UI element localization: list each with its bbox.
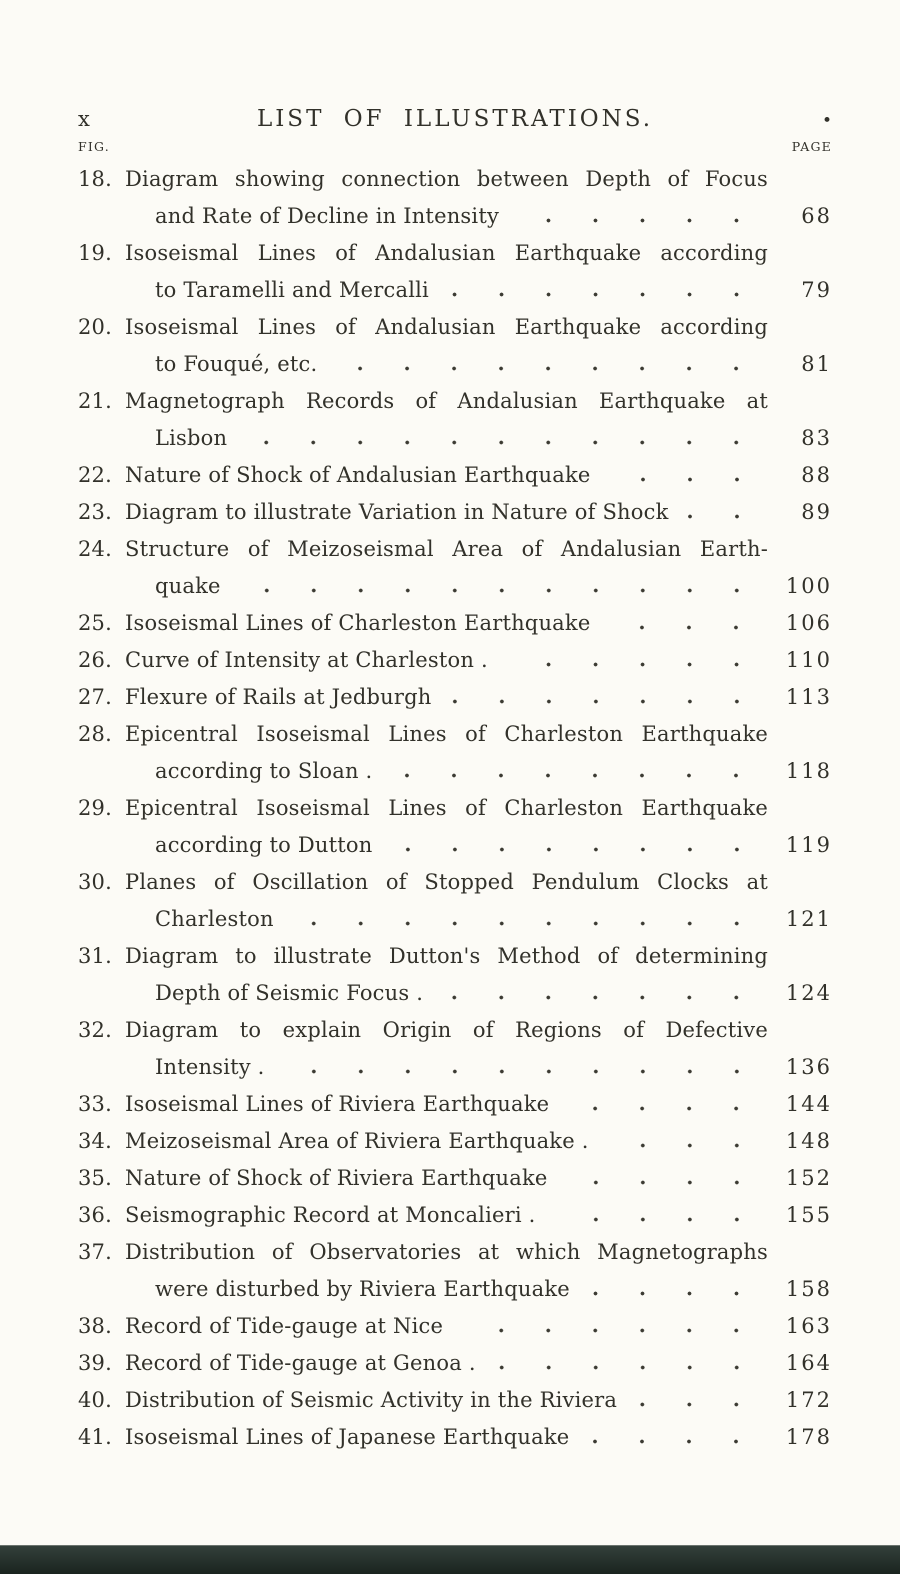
dot-leader xyxy=(439,995,760,1000)
page-number: 79 xyxy=(801,278,832,302)
dot-leader xyxy=(492,1365,760,1370)
entry-title: Magnetograph Records of Andalusian Earthquake at xyxy=(125,389,768,413)
figure-number: 18. xyxy=(78,167,112,191)
figure-number: 35. xyxy=(78,1166,112,1190)
entry-first-line xyxy=(78,494,832,531)
illustration-entry xyxy=(78,1197,832,1234)
entry-title-continued: to Fouqué, etc. xyxy=(155,352,318,376)
entry-title: Epicentral Isoseismal Lines of Charleston Earthquake xyxy=(125,796,768,820)
entry-first-line xyxy=(78,161,832,198)
page-number: 155 xyxy=(785,1203,832,1227)
page-number: 113 xyxy=(785,685,832,709)
entry-title: Distribution of Observatories at which Magnetographs xyxy=(125,1240,768,1264)
figure-number: 37. xyxy=(78,1240,112,1264)
entry-title: Isoseismal Lines of Charleston Earthquake xyxy=(125,611,591,635)
figure-number: 20. xyxy=(78,315,112,339)
figure-number: 38. xyxy=(78,1314,112,1338)
figure-number: 31. xyxy=(78,944,112,968)
illustration-entry xyxy=(78,494,832,531)
page-number: 121 xyxy=(785,907,832,931)
dot-leader xyxy=(448,699,760,704)
dot-leader xyxy=(552,1217,760,1222)
entry-title: Record of Tide-gauge at Nice xyxy=(125,1314,444,1338)
entry-first-line xyxy=(78,1382,832,1419)
entry-continuation-line xyxy=(78,198,832,235)
page-number: 106 xyxy=(785,611,832,635)
page-number: 144 xyxy=(785,1092,832,1116)
page-number: 110 xyxy=(785,648,832,672)
page-number: 163 xyxy=(785,1314,832,1338)
entry-title: Flexure of Rails at Jedburgh xyxy=(125,685,432,709)
figure-number: 30. xyxy=(78,870,112,894)
dot-leader xyxy=(504,662,760,667)
entry-title-continued: according to Dutton xyxy=(155,833,373,857)
figure-number: 25. xyxy=(78,611,112,635)
dot-leader xyxy=(607,477,761,482)
page-number: 89 xyxy=(801,500,832,524)
entry-title-continued: Intensity . xyxy=(155,1055,265,1079)
entry-first-line xyxy=(78,1160,832,1197)
illustration-entry xyxy=(78,1086,832,1123)
page-number: 81 xyxy=(801,352,832,376)
illustration-entry xyxy=(78,605,832,642)
figure-number: 24. xyxy=(78,537,112,561)
illustration-entry xyxy=(78,161,832,235)
dot-leader xyxy=(237,588,760,593)
entry-title: Isoseismal Lines of Riviera Earthquake xyxy=(125,1092,550,1116)
entry-first-line xyxy=(78,457,832,494)
page-column-header: PAGE xyxy=(791,139,832,154)
dot-leader xyxy=(290,921,760,926)
figure-number: 23. xyxy=(78,500,112,524)
entry-first-line xyxy=(78,383,832,420)
entry-first-line xyxy=(78,938,832,975)
page-number: 136 xyxy=(785,1055,832,1079)
illustration-entry xyxy=(78,1308,832,1345)
entry-title: Nature of Shock of Andalusian Earthquake xyxy=(125,463,591,487)
entry-first-line xyxy=(78,790,832,827)
figure-number: 40. xyxy=(78,1388,112,1412)
figure-number: 21. xyxy=(78,389,112,413)
illustration-entry xyxy=(78,790,832,864)
entry-title-continued: quake xyxy=(155,574,221,598)
dot-leader xyxy=(459,1328,760,1333)
entry-first-line xyxy=(78,531,832,568)
illustration-entry xyxy=(78,1012,832,1086)
page-number: 172 xyxy=(785,1388,832,1412)
page-number: 119 xyxy=(785,833,832,857)
entry-first-line xyxy=(78,1419,832,1456)
page-number: 68 xyxy=(801,204,832,228)
figure-number: 34. xyxy=(78,1129,112,1153)
entry-continuation-line xyxy=(78,272,832,309)
page-number: 118 xyxy=(785,759,832,783)
scan-edge-bar xyxy=(0,1545,900,1574)
dot-leader xyxy=(281,1069,760,1074)
entry-continuation-line xyxy=(78,1049,832,1086)
figure-number: 36. xyxy=(78,1203,112,1227)
column-headers xyxy=(78,138,832,156)
dot-leader xyxy=(685,514,761,519)
entry-title-continued: Depth of Seismic Focus . xyxy=(155,981,424,1005)
page-number: 148 xyxy=(785,1129,832,1153)
dot-leader xyxy=(564,1180,760,1185)
entry-first-line xyxy=(78,605,832,642)
illustration-entry xyxy=(78,1123,832,1160)
fig-column-header: FIG. xyxy=(78,139,110,154)
entry-first-line xyxy=(78,864,832,901)
entry-continuation-line xyxy=(78,827,832,864)
entry-title-continued: to Taramelli and Mercalli xyxy=(155,278,429,302)
dot-leader xyxy=(565,1106,760,1111)
entry-title-continued: were disturbed by Riviera Earthquake xyxy=(155,1277,570,1301)
entry-first-line xyxy=(78,1345,832,1382)
entry-first-line xyxy=(78,642,832,679)
page-number: 178 xyxy=(785,1425,832,1449)
entry-first-line xyxy=(78,716,832,753)
entry-continuation-line xyxy=(78,1271,832,1308)
dot-leader xyxy=(633,1402,760,1407)
dot-leader xyxy=(515,218,760,223)
figure-number: 22. xyxy=(78,463,112,487)
entry-title: Isoseismal Lines of Andalusian Earthquake according xyxy=(125,241,768,265)
entry-first-line xyxy=(78,679,832,716)
entry-title: Isoseismal Lines of Andalusian Earthquake according xyxy=(125,315,768,339)
figure-number: 33. xyxy=(78,1092,112,1116)
page-header: x LIST OF ILLUSTRATIONS. • xyxy=(78,102,832,136)
page-title: LIST OF ILLUSTRATIONS. xyxy=(256,106,654,132)
entry-first-line xyxy=(78,1123,832,1160)
figure-number: 41. xyxy=(78,1425,112,1449)
illustration-entry xyxy=(78,642,832,679)
dot-leader xyxy=(333,366,760,371)
illustration-entry xyxy=(78,938,832,1012)
illustration-entry xyxy=(78,1382,832,1419)
entry-continuation-line xyxy=(78,901,832,938)
dot-leader xyxy=(445,292,760,297)
entry-continuation-line xyxy=(78,346,832,383)
entry-first-line xyxy=(78,1308,832,1345)
page-number: 83 xyxy=(801,426,832,450)
page-number: 158 xyxy=(785,1277,832,1301)
entry-title-continued: Charleston xyxy=(155,907,274,931)
list-of-illustrations xyxy=(78,161,832,1456)
dot-leader xyxy=(606,625,759,630)
dot-leader xyxy=(585,1439,759,1444)
illustration-entry xyxy=(78,1234,832,1308)
entry-first-line xyxy=(78,1234,832,1271)
entry-title: Planes of Oscillation of Stopped Pendulum Clocks at xyxy=(125,870,768,894)
page-number: 88 xyxy=(801,463,832,487)
dot-leader xyxy=(605,1143,760,1148)
page-number: 152 xyxy=(785,1166,832,1190)
entry-title: Record of Tide-gauge at Genoa . xyxy=(125,1351,476,1375)
entry-title: Meizoseismal Area of Riviera Earthquake . xyxy=(125,1129,589,1153)
entry-title: Diagram showing connection between Depth of Focus xyxy=(125,167,768,191)
figure-number: 28. xyxy=(78,722,112,746)
entry-title: Structure of Meizoseismal Area of Andalusian Earth- xyxy=(125,537,768,561)
figure-number: 27. xyxy=(78,685,112,709)
entry-title-continued: and Rate of Decline in Intensity xyxy=(155,204,500,228)
illustration-entry xyxy=(78,1160,832,1197)
entry-title: Diagram to illustrate Variation in Nature of Shock xyxy=(125,500,669,524)
illustration-entry xyxy=(78,1419,832,1456)
entry-first-line xyxy=(78,1012,832,1049)
illustration-entry xyxy=(78,531,832,605)
illustration-entry xyxy=(78,679,832,716)
illustration-entry xyxy=(78,864,832,938)
illustration-entry xyxy=(78,235,832,309)
page-number: 164 xyxy=(785,1351,832,1375)
figure-number: 32. xyxy=(78,1018,112,1042)
illustration-entry xyxy=(78,309,832,383)
entry-first-line xyxy=(78,235,832,272)
entry-continuation-line xyxy=(78,753,832,790)
entry-title: Isoseismal Lines of Japanese Earthquake xyxy=(125,1425,570,1449)
entry-title: Nature of Shock of Riviera Earthquake xyxy=(125,1166,548,1190)
entry-continuation-line xyxy=(78,975,832,1012)
illustration-entry xyxy=(78,1345,832,1382)
entry-title: Curve of Intensity at Charleston . xyxy=(125,648,488,672)
illustration-entry xyxy=(78,457,832,494)
dot-leader xyxy=(243,440,760,445)
entry-title: Diagram to explain Origin of Regions of Defective xyxy=(125,1018,768,1042)
dot-leader xyxy=(586,1291,760,1296)
figure-number: 39. xyxy=(78,1351,112,1375)
folio-roman-numeral: x xyxy=(78,107,91,131)
figure-number: 26. xyxy=(78,648,112,672)
entry-title-continued: according to Sloan . xyxy=(155,759,373,783)
dot-leader xyxy=(389,847,760,852)
entry-continuation-line xyxy=(78,420,832,457)
entry-first-line xyxy=(78,309,832,346)
entry-title: Epicentral Isoseismal Lines of Charleston Earthquake xyxy=(125,722,768,746)
entry-title: Diagram to illustrate Dutton's Method of determining xyxy=(125,944,768,968)
entry-title: Seismographic Record at Moncalieri . xyxy=(125,1203,536,1227)
entry-first-line xyxy=(78,1086,832,1123)
entry-title-continued: Lisbon xyxy=(155,426,228,450)
dot-leader xyxy=(388,773,759,778)
entry-title: Distribution of Seismic Activity in the Riviera xyxy=(125,1388,618,1412)
page-number: 100 xyxy=(785,574,832,598)
illustration-entry xyxy=(78,383,832,457)
figure-number: 19. xyxy=(78,241,112,265)
entry-first-line xyxy=(78,1197,832,1234)
illustration-entry xyxy=(78,716,832,790)
page-number: 124 xyxy=(785,981,832,1005)
entry-continuation-line xyxy=(78,568,832,605)
figure-number: 29. xyxy=(78,796,112,820)
